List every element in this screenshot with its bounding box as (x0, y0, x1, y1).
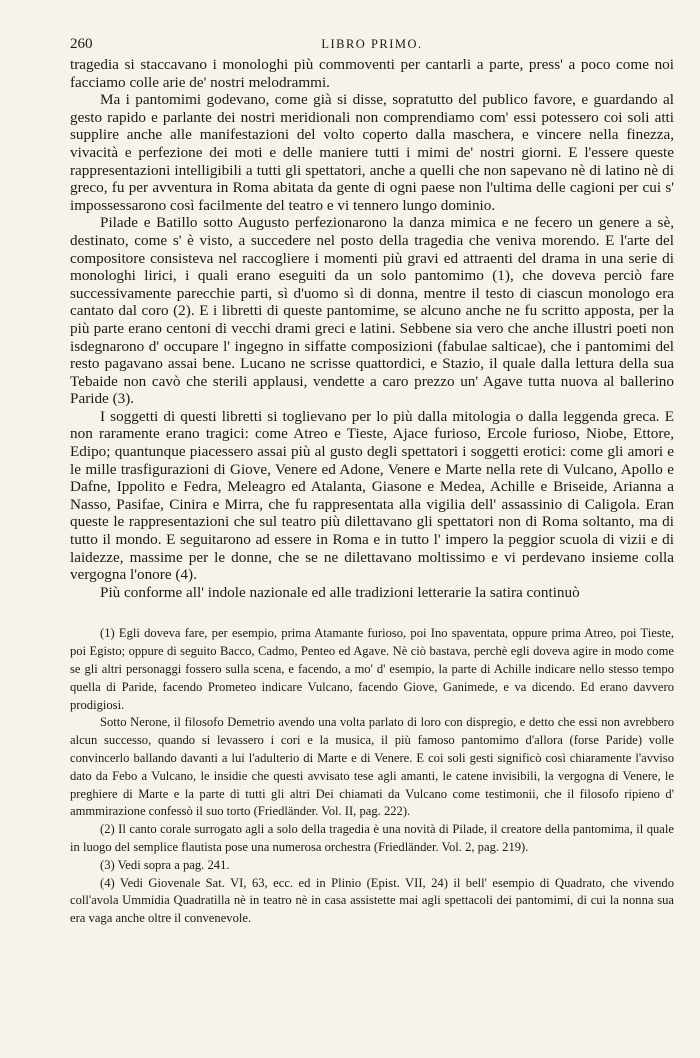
paragraph: Più conforme all' indole nazionale ed alle tradizioni letterarie la satira continuò (100, 583, 580, 601)
footnote: (1) Egli doveva fare, per esempio, prima Atamante furioso, poi Ino spaventata, oppure prima Atreo, poi Tieste, poi Egisto; oppure di seguito Bacco, Cadmo, Penteo ed Agave. Nè ciò bastava, perchè egli doveva agire in modo come se gli altri personaggi fossero sulla scena, e facendo, a mo' d' esempio, la parte di Achille indicare nello stesso tempo quella di Paride, facendo Prometeo indicare Vulcano, facendo Giove, Ganimede, e va dicendo. Ed erano davvero prodigiosi. (70, 626, 674, 712)
main-text (70, 56, 674, 601)
paragraph: Ma i pantomimi godevano, come già si disse, sopratutto del publico favore, e guardando al gesto rapido e parlante dei nostri meridionali non comprendiamo com' essi potessero coi soli atti supplire anche alle manifestazioni del volto coperto dalla maschera, e vincere nella finezza, vivacità e perfezione dei moti e delle maniere tutti i mimi de' nostri giorni. E l'essere queste rappresentazioni intelligibili a tutti gli spettatori, anche a quelli che non sapevano nè di latino nè di greco, fu per avventura in Roma abitata da gente di ogni paese non l'ultima delle cagioni per cui s' impossessarono così facilmente del teatro e vi tennero lungo dominio. (70, 91, 674, 214)
page-header (70, 36, 674, 56)
footnotes (70, 625, 674, 928)
footnote: Sotto Nerone, il filosofo Demetrio avendo una volta parlato di loro con dispregio, e detto che essi non avrebbero alcun successo, quando si levassero i cori e la musica, il più famoso pantomimo d'allora (forse Paride) volle convincerlo ballando davanti a lui l'adulterio di Marte e di Venere. E coi soli gesti significò così chiaramente l'avviso dato da Febo a Vulcano, le insidie che questi avvisato tese agli amanti, le catene invisibili, la vergogna di Venere, le preghiere di Marte e la parte di tutti gli altri Dei chiamati da Vulcano come testimonii, che il filosofo ripieno d' ammmirazione confessò il suo torto (Friedländer. Vol. II, pag. 222). (70, 715, 674, 819)
paragraph: I soggetti di questi libretti si toglievano per lo più dalla mitologia o dalla leggenda greca. E non raramente erano tragici: come Atreo e Tieste, Ajace furioso, Ercole furioso, Niobe, Ettore, Edipo; quantunque piacessero assai più al gusto degli spettatori i soggetti erotici: come gli amori e le mille trasfigurazioni di Giove, Venere ed Adone, Venere e Marte nella rete di Vulcano, Apollo e Dafne, Ippolito e Fedra, Meleagro ed Atalanta, Giasone e Medea, Achille e Briseide, Arianna a Nasso, Pasifae, Cinira e Mirra, che fu rappresentata alla vigilia dell' assassinio di Caligola. Eran queste le rappresentazioni che sul teatro più dilettavano gli spettatori non di Roma soltanto, ma di tutto il mondo. E seguitarono ad essere in Roma e in tutto l' impero la peggior scuola di vizii e di laidezze, massime per le donne, che se ne dilettavano moltissimo e vi perdevano insieme colla vergogna l'onore (4). (70, 407, 674, 584)
paragraph: Pilade e Batillo sotto Augusto perfezionarono la danza mimica e ne fecero un genere a sè, destinato, come s' è visto, a succedere nel posto della tragedia che veniva morendo. E l'arte del compositore consisteva nel raccogliere i momenti più gravi ed attraenti del drama in una serie di monologhi lirici, i quali erano eseguiti da un solo pantomimo (1), che doveva perciò fare successivamente parecchie parti, sì d'uomo sì di donna, mentre il testo di ciascun monologo era cantato dal coro (2). E i libretti di queste pantomime, se alcuno anche ne fu scritto apposta, per la più parte erano centoni di vecchi drami greci e latini. Sebbene sia vero che anche illustri poeti non isdegnarono d' occupare l' ingegno in siffatte composizioni (fabulae salticae), che i pantomimi del resto pagavano assai bene. Lucano ne scrisse quattordici, e Stazio, il quale dalla lettura della sua Tebaide non cavò che sterili applausi, vendette a caro prezzo un' Agave tutta nuova al ballerino Paride (3). (70, 214, 674, 408)
page-number: 260 (70, 36, 93, 52)
footnote-separator (70, 601, 674, 625)
running-title: LIBRO PRIMO. (321, 37, 423, 51)
footnote: (3) Vedi sopra a pag. 241. (100, 857, 230, 872)
footnote: (4) Vedi Giovenale Sat. VI, 63, ecc. ed in Plinio (Epist. VII, 24) il bell' esempio di Quadrato, che vivendo coll'avola Ummidia Quadratilla nè in teatro nè in casa assistette mai agli spettacoli dei pantomimi, di cui la nonna sua era vaga anche oltre il convenevole. (70, 875, 674, 926)
paragraph: tragedia si staccavano i monologhi più commoventi per cantarli a parte, press' a poco come noi facciamo colle arie de' nostri melodrammi. (70, 56, 674, 91)
footnote: (2) Il canto corale surrogato agli a solo della tragedia è una novità di Pilade, il creatore della pantomima, il quale in luogo del semplice flautista pose una numerosa orchestra (Friedländer. Vol. 2, pag. 219). (70, 822, 674, 854)
